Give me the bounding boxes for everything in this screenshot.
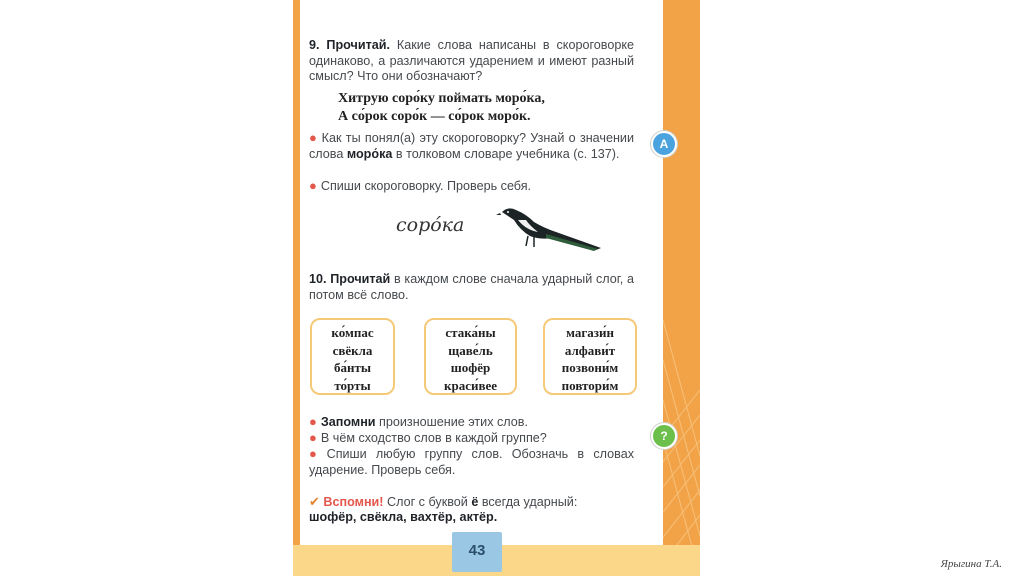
bullet-icon: ●: [309, 430, 317, 445]
word-group-box: [310, 318, 395, 395]
task-text: произношение этих слов.: [375, 415, 528, 429]
task-text: в толковом словаре учебника (с. 137).: [392, 146, 620, 161]
word-group-box: [543, 318, 637, 395]
exercise-10-task: [309, 430, 634, 447]
task-text: Спиши скороговорку. Проверь себя.: [320, 179, 532, 193]
task-bold-word: Запомни: [320, 415, 376, 429]
exercise-9-task: [309, 130, 634, 162]
bullet-icon: ●: [309, 178, 317, 193]
remember-examples: [309, 510, 634, 526]
magpie-illustration: [496, 204, 606, 252]
word: краси́вее: [443, 377, 498, 393]
cursive-word: соро́ка: [396, 214, 465, 236]
word: магази́н: [566, 325, 614, 340]
exercise-9-text: [309, 38, 634, 85]
textbook-page: [293, 0, 700, 576]
poem-line: А со́рок соро́к — со́рок моро́к.: [338, 109, 531, 124]
page-number: 43: [452, 532, 502, 572]
exercise-10-instruction: в каждом слове сначала ударный слог, а потом всё слово.: [309, 272, 634, 302]
word-group-box: [424, 318, 517, 395]
word: то́рты: [334, 377, 371, 393]
word: позвони́м: [561, 360, 619, 376]
checkmark-icon: ✔: [309, 494, 320, 509]
remember-example-words: шофёр, свёкла, вахтёр, актёр.: [309, 510, 498, 524]
word: повтори́м: [561, 377, 619, 393]
word: ба́нты: [333, 360, 372, 376]
dictionary-icon: A: [651, 131, 677, 157]
exercise-10-text: [309, 272, 634, 303]
word: ко́мпас: [331, 325, 374, 340]
author-signature: Ярыгина Т.А.: [940, 558, 1002, 570]
task-bold-word: моро́ка: [346, 146, 393, 161]
page-content: [300, 0, 663, 545]
remember-text: всегда ударный:: [478, 495, 578, 509]
bullet-icon: ●: [309, 414, 317, 429]
tongue-twister: [338, 90, 545, 126]
word: свёкла: [332, 342, 373, 358]
remember-text: Слог с буквой: [383, 495, 472, 509]
word: алфави́т: [564, 342, 616, 358]
remember-note: [309, 494, 634, 511]
word: стака́ны: [445, 325, 496, 340]
exercise-10-task: [309, 446, 634, 478]
bullet-icon: ●: [309, 130, 318, 145]
bullet-icon: ●: [309, 446, 323, 461]
exercise-10-title: 10. Прочитай: [309, 272, 391, 286]
exercise-9-task: [309, 178, 634, 195]
task-text: Спиши любую группу слов. Обозначь в словах ударение. Проверь себя.: [309, 447, 634, 477]
word: щаве́ль: [448, 342, 493, 358]
exercise-10-task: [309, 414, 634, 431]
task-text: Как ты понял(а) эту скороговорку? Узнай о значении слова: [309, 131, 634, 161]
poem-line: Хитрую соро́ку поймать моро́ка,: [338, 91, 545, 106]
question-icon: ?: [651, 423, 677, 449]
task-text: В чём сходство слов в каждой группе?: [320, 431, 547, 445]
exercise-9-title: 9. Прочитай.: [309, 38, 390, 52]
remember-letter: ё: [471, 495, 479, 509]
exercise-9-question: Какие слова написаны в скороговорке одинаково, а различаются ударением и имеют разный смысл? Что они обозначают?: [309, 38, 634, 83]
word: шофёр: [450, 360, 491, 376]
remember-label: Вспомни!: [323, 495, 384, 509]
